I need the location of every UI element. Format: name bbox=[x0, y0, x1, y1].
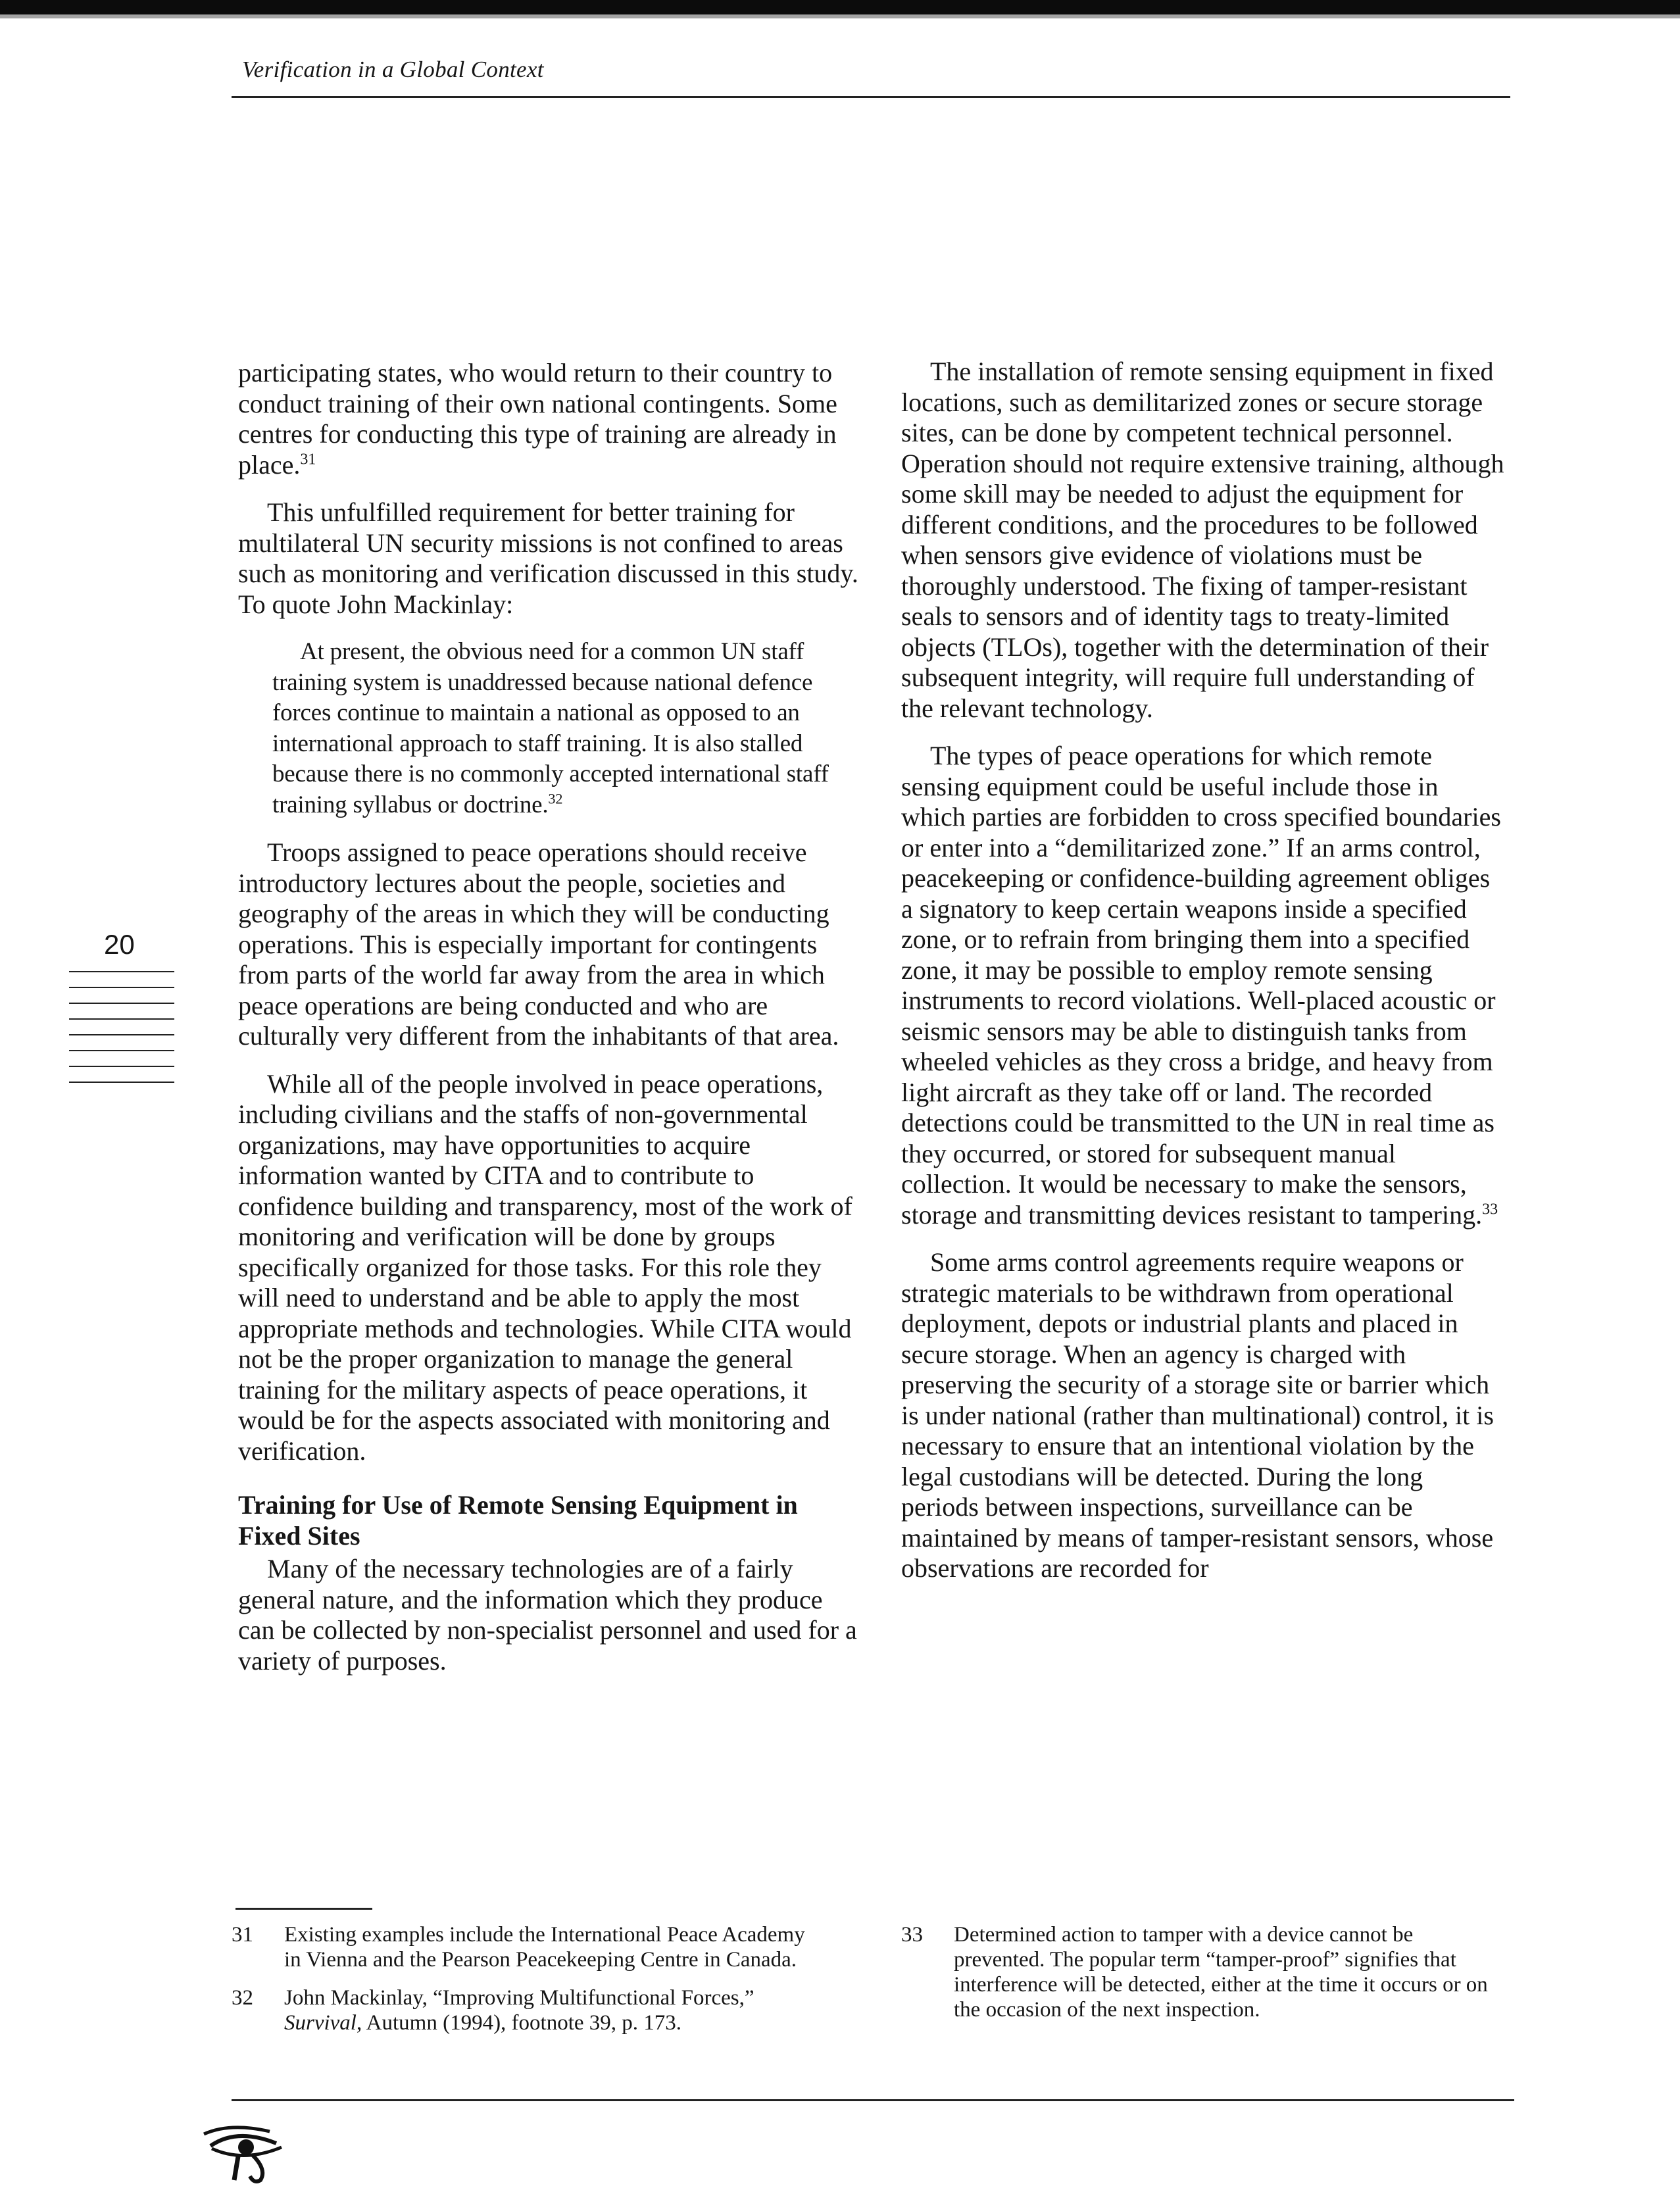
paragraph-text: The types of peace operations for which remote sensing equipment could be useful include those in which parties are forbidden to cross specified boundaries or enter into a “demilitarized zone.” If an arms control, peacekeeping or confidence-building agreement obliges a signatory to keep certain weapons inside a specified zone, or to refrain from bringing them into a specified zone, it may be possible to employ remote sensing instruments to record violations. Well-placed acoustic or seismic sensors may be able to distinguish tanks from wheeled vehicles as they cross a bridge, and heavy from light aircraft as they take off or land. The recorded detections could be transmitted to the UN in real time as they occurred, or stored for subsequent manual collection. It would be necessary to make the sensors, storage and transmitting devices resistant to tampering. bbox=[901, 741, 1501, 1230]
footnote-text bbox=[284, 1985, 824, 2035]
footnotes-left bbox=[232, 1922, 824, 2049]
footnote-ref[interactable]: 32 bbox=[548, 790, 563, 807]
paragraph-text: participating states, who would return to their country to conduct training of their own national contingents. Some centres for conducting this type of training are already in place. bbox=[238, 358, 837, 480]
paragraph bbox=[901, 741, 1506, 1230]
quote-text: At present, the obvious need for a common UN staff training system is unaddressed because national defence forces continue to maintain a national as opposed to an international approach to staff training. It is also stalled because there is no commonly accepted international staff training syllabus or doctrine. bbox=[272, 638, 829, 818]
top-scan-shadow bbox=[0, 14, 1680, 18]
footnote-text: Existing examples include the International Peace Academy in Vienna and the Pearson Peacekeeping Centre in Canada. bbox=[284, 1923, 805, 1972]
footnote bbox=[232, 1922, 824, 1972]
paragraph bbox=[238, 358, 863, 480]
paragraph: Troops assigned to peace operations should receive introductory lectures about the people, societies and geography of the areas in which they will be conducting operations. This is especially important for contingents from parts of the world far away from the area in which peace operations are being conducted and who are culturally very different from the inhabitants of that area. bbox=[238, 837, 839, 1051]
footnote-rule bbox=[235, 1908, 372, 1910]
eye-of-horus-icon bbox=[197, 2120, 296, 2185]
running-head: Verification in a Global Context bbox=[242, 57, 544, 82]
margin-rules bbox=[69, 971, 174, 1097]
footnote-text-part: , Autumn (1994), footnote 39, p. 173. bbox=[356, 2011, 682, 2035]
paragraph: While all of the people involved in peace operations, including civilians and the staffs of non-governmental organizations, may have opportunities to acquire information wanted by CITA and to contribute to confidence building and transparency, most of the work of monitoring and verification will be done by groups specifically organized for those tasks. For this role they will need to understand and be able to apply the most appropriate methods and technologies. While CITA would not be the proper organization to manage the general training for the military aspects of peace operations, it would be for the aspects associated with monitoring and verification. bbox=[238, 1068, 852, 1466]
right-column bbox=[901, 357, 1506, 1601]
footnote-ref[interactable]: 33 bbox=[1482, 1201, 1498, 1218]
header-rule bbox=[232, 96, 1510, 98]
section-heading: Training for Use of Remote Sensing Equipment in Fixed Sites bbox=[238, 1490, 798, 1551]
paragraph: Many of the necessary technologies are of a fairly general nature, and the information which they produce can be collected by non-specialist personnel and used for a variety of purposes. bbox=[238, 1554, 857, 1676]
paragraph: The installation of remote sensing equipment in fixed locations, such as demilitarized zones or secure storage sites, can be done by competent technical personnel. Operation should not require extensive training, although some skill may be needed to adjust the equipment for different conditions, and the procedures to be followed when sensors give evidence of violations must be thoroughly understood. The fixing of tamper-resistant seals to sensors and of identity tags to treaty-limited objects (TLOs), together with the determination of their subsequent integrity, will require full understanding of the relevant technology. bbox=[901, 357, 1504, 723]
paragraph: Some arms control agreements require weapons or strategic materials to be withdrawn from operational deployment, depots or industrial plants and placed in secure storage. When an agency is charged with preserving the security of a storage site or barrier which is under national (rather than multinational) control, it is necessary to ensure that an intentional violation by the legal custodians will be detected. During the long periods between inspections, surveillance can be maintained by means of tamper-resistant sensors, whose observations are recorded for bbox=[901, 1247, 1494, 1583]
footnote-number: 31 bbox=[232, 1923, 253, 1947]
left-column bbox=[238, 358, 863, 1693]
margin-rule bbox=[69, 987, 174, 988]
paragraph: This unfulfilled requirement for better training for multilateral UN security missions is not confined to areas such as monitoring and verification discussed in this study. To quote John Mackinlay: bbox=[238, 497, 858, 619]
page-number: 20 bbox=[104, 929, 135, 960]
margin-rule bbox=[69, 1003, 174, 1004]
footnote-number: 32 bbox=[232, 1986, 253, 2010]
margin-rule bbox=[69, 1082, 174, 1083]
footnote-ref[interactable]: 31 bbox=[300, 451, 316, 468]
footer-rule bbox=[232, 2099, 1514, 2101]
margin-rule bbox=[69, 971, 174, 972]
footnote-number: 33 bbox=[901, 1923, 923, 1947]
footnote-text-part: John Mackinlay, “Improving Multifunctional Forces,” bbox=[284, 1986, 754, 2010]
footnote bbox=[901, 1922, 1493, 2022]
margin-rule bbox=[69, 1066, 174, 1067]
top-scan-band bbox=[0, 0, 1680, 14]
footnotes-right bbox=[901, 1922, 1493, 2035]
margin-rule bbox=[69, 1018, 174, 1020]
block-quote bbox=[272, 637, 863, 820]
footnote bbox=[232, 1985, 824, 2035]
margin-rule bbox=[69, 1050, 174, 1051]
margin-rule bbox=[69, 1034, 174, 1035]
footnote-text: Determined action to tamper with a device cannot be prevented. The popular term “tamper-proof” signifies that interference will be detected, either at the time it occurs or on the occasion of the next inspection. bbox=[954, 1923, 1488, 2022]
journal-title: Survival bbox=[284, 2011, 357, 2035]
